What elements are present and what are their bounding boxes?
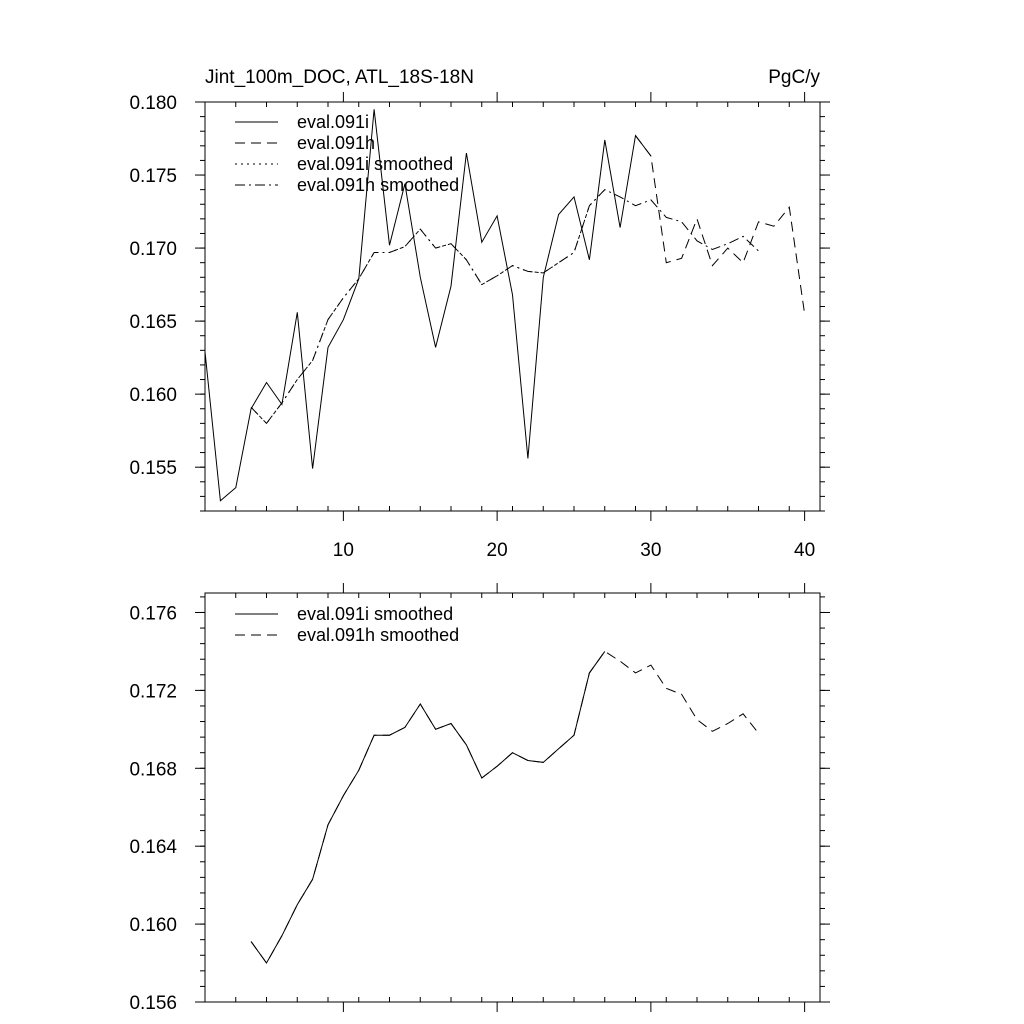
legend-label: eval.091h smoothed (297, 625, 460, 645)
x-tick-label: 40 (794, 540, 816, 561)
x-tick-label: 20 (486, 540, 508, 561)
bottom-series (251, 651, 758, 963)
bottom-plot-frame (205, 593, 820, 1002)
top-panel (129, 67, 830, 561)
legend-label: eval.091i smoothed (297, 604, 454, 624)
y-tick-label: 0.175 (129, 166, 177, 188)
top-series (205, 109, 805, 501)
bottom-panel (129, 583, 830, 1014)
y-tick-label: 0.168 (129, 759, 177, 781)
y-tick-label: 0.170 (129, 239, 177, 261)
y-tick-label: 0.160 (129, 385, 177, 407)
y-tick-label: 0.165 (129, 312, 177, 334)
x-tick-label: 10 (332, 540, 354, 561)
top-ticks (129, 92, 830, 561)
top-legend (235, 112, 459, 195)
series-line (251, 190, 758, 424)
series-line (251, 190, 605, 424)
y-tick-label: 0.172 (129, 681, 177, 703)
legend-label: eval.091h smoothed (297, 175, 460, 195)
bottom-legend (235, 604, 459, 645)
legend-label: eval.091i (297, 112, 370, 132)
y-tick-label: 0.180 (129, 93, 177, 114)
chart-title: Jint_100m_DOC, ATL_18S-18N (205, 67, 474, 88)
y-tick-label: 0.176 (129, 603, 177, 625)
legend-label: eval.091i smoothed (297, 154, 454, 174)
y-tick-label: 0.156 (129, 993, 177, 1014)
series-line (251, 651, 605, 963)
series-line (251, 651, 758, 963)
y-tick-label: 0.160 (129, 915, 177, 937)
units-label: PgC/y (768, 67, 820, 88)
legend-label: eval.091h (297, 133, 376, 153)
y-tick-label: 0.164 (129, 837, 177, 859)
y-tick-label: 0.155 (129, 458, 177, 480)
series-line (636, 136, 805, 314)
bottom-ticks (129, 583, 830, 1014)
x-tick-label: 30 (640, 540, 662, 561)
